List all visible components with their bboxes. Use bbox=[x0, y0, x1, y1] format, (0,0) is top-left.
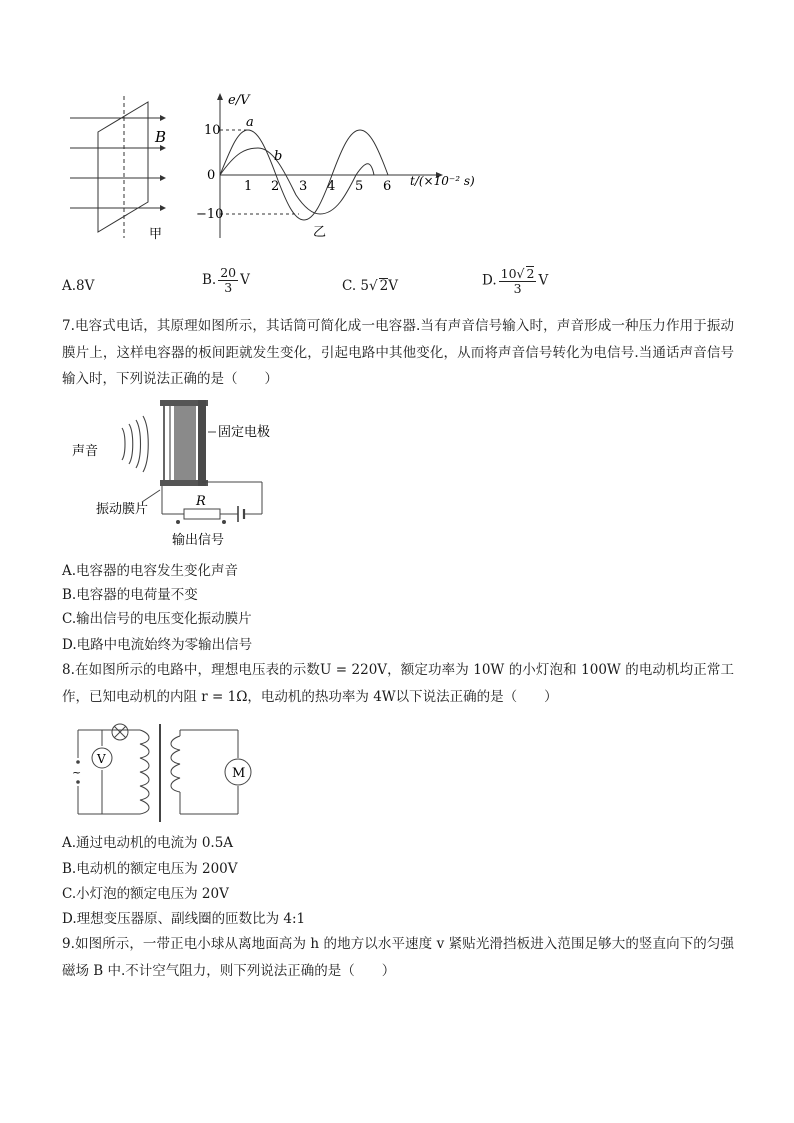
curve-b-label: b bbox=[274, 149, 283, 164]
q6-option-d-num-rad: 2 bbox=[526, 266, 535, 281]
q6-option-b-fraction bbox=[218, 266, 238, 295]
q6-option-a: A.8V bbox=[62, 278, 95, 294]
fig-resistor-label: R bbox=[196, 494, 206, 509]
x-axis-label: t/(×10⁻² s) bbox=[410, 174, 475, 188]
q8-option-d: D.理想变压器原、副线圈的匝数比为 4:1 bbox=[62, 911, 306, 927]
x-tick-2: 2 bbox=[271, 179, 280, 194]
q8-option-b: B.电动机的额定电压为 200V bbox=[62, 861, 238, 877]
q8-option-a: A.通过电动机的电流为 0.5A bbox=[62, 835, 234, 851]
fig-fixed-electrode-label: 固定电极 bbox=[218, 425, 271, 440]
fig-diaphragm-label: 振动膜片 bbox=[96, 502, 149, 517]
q6-option-c-prefix: C. 5 bbox=[342, 278, 370, 294]
q8-option-c: C.小灯泡的额定电压为 20V bbox=[62, 886, 229, 902]
y-tick-0: 0 bbox=[207, 168, 216, 183]
q6-option-c-unit: V bbox=[388, 278, 398, 294]
q7-option-c: C.输出信号的电压变化振动膜片 bbox=[62, 611, 252, 627]
x-tick-4: 4 bbox=[327, 179, 336, 194]
q6-option-d-fraction bbox=[499, 266, 537, 296]
y-tick-neg10: −10 bbox=[196, 207, 224, 222]
q6-option-b-den: 3 bbox=[224, 280, 233, 295]
q6-option-d bbox=[482, 266, 548, 296]
q6-option-b-prefix: B. bbox=[202, 272, 217, 288]
figure-yi-graph bbox=[196, 90, 486, 245]
figure-q7-capacitor-mic bbox=[62, 392, 282, 552]
figure-q8-transformer-circuit bbox=[62, 718, 262, 828]
sqrt-icon: √ bbox=[516, 266, 525, 281]
q7-option-a: A.电容器的电容发生变化声音 bbox=[62, 563, 239, 579]
x-tick-6: 6 bbox=[383, 179, 392, 194]
q7-option-b: B.电容器的电荷量不变 bbox=[62, 587, 198, 603]
figure-jia bbox=[62, 92, 202, 242]
field-label-b: B bbox=[155, 128, 167, 146]
figure-jia-caption: 甲 bbox=[149, 227, 163, 242]
curve-a-label: a bbox=[246, 115, 254, 130]
q6-option-b bbox=[202, 266, 250, 295]
fig-source-label: ~ bbox=[72, 766, 82, 779]
q6-option-b-num: 20 bbox=[220, 265, 237, 280]
fig-sound-label: 声音 bbox=[72, 444, 99, 459]
y-tick-10: 10 bbox=[204, 123, 221, 138]
x-tick-1: 1 bbox=[244, 179, 253, 194]
x-tick-5: 5 bbox=[355, 179, 364, 194]
q6-option-c bbox=[342, 273, 398, 299]
q6-option-d-num-coef: 10 bbox=[500, 266, 517, 281]
figure-yi-caption: 乙 bbox=[313, 225, 327, 240]
q6-option-d-unit: V bbox=[538, 272, 549, 289]
q7-option-d: D.电路中电流始终为零输出信号 bbox=[62, 637, 253, 653]
sqrt-icon: √ bbox=[369, 278, 378, 294]
q9-stem: 9.如图所示，一带正电小球从离地面高为 h 的地方以水平速度 v 紧贴光滑挡板进入范围足够大的竖直向下的匀强磁场 B 中.不计空气阻力，则下列说法正确的是（ ） bbox=[62, 936, 734, 979]
q8-stem: 8.在如图所示的电路中，理想电压表的示数U = 220V，额定功率为 10W 的小灯泡和 100W 的电动机均正常工作，已知电动机的内阻 r = 1Ω，电动机的热功率为 4W以下说法正确的是（ ） bbox=[62, 662, 734, 705]
q6-option-b-unit: V bbox=[240, 272, 250, 288]
q7-stem: 7.电容式电话，其原理如图所示，其话筒可简化成一电容器.当有声音信号输入时，声音形成一种压力作用于振动膜片上，这样电容器的板间距就发生变化，引起电路中其他变化，从而将声音信号转化为电信号.当通话声音信号输入时，下列说法正确的是（ ） bbox=[62, 318, 734, 387]
q6-option-c-rad: 2 bbox=[379, 278, 389, 294]
q6-option-d-den: 3 bbox=[513, 281, 522, 296]
y-axis-label: e/V bbox=[228, 93, 250, 108]
fig-output-label: 输出信号 bbox=[172, 533, 225, 548]
x-tick-3: 3 bbox=[299, 179, 308, 194]
fig-motor-label: M bbox=[232, 766, 246, 781]
q6-option-d-prefix: D. bbox=[482, 272, 497, 289]
fig-voltmeter-label: V bbox=[97, 752, 106, 766]
